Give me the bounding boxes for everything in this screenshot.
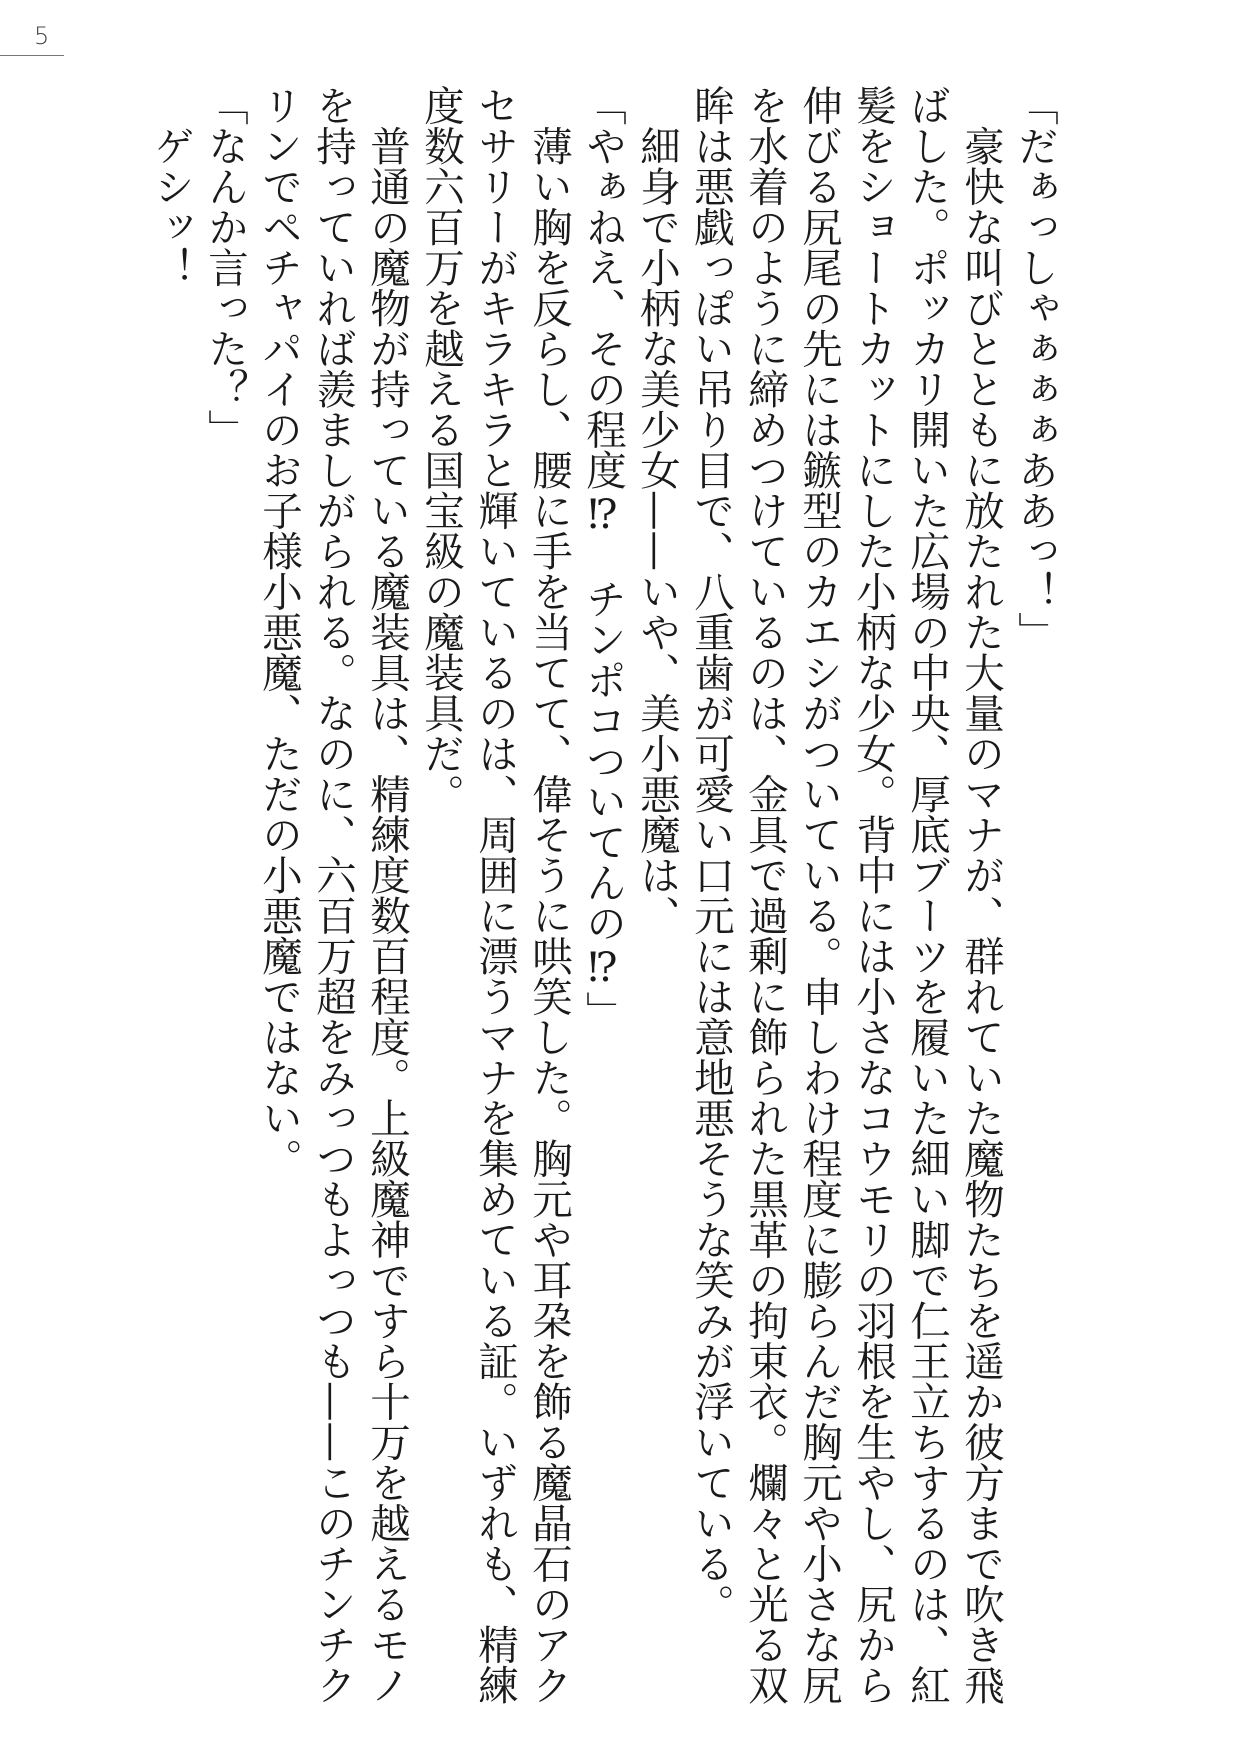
text-line: を水着のように締めつけているのは、金具で過剰に飾られた黒革の拘束衣。爛々と光る双	[741, 85, 789, 1705]
body-text	[144, 85, 1062, 1705]
text-line: ばした。ポッカリ開いた広場の中央、厚底ブーツを履いた細い脚で仁王立ちするのは、紅	[903, 85, 951, 1705]
text-line: 「だぁっしゃぁぁぁああっ！」	[1011, 85, 1059, 652]
text-line: ゲシッ！	[147, 85, 195, 288]
text-line: セサリーがキラキラと輝いているのは、周囲に漂うマナを集めている証。いずれも、精練	[471, 85, 519, 1705]
text-line: 細身で小柄な美少女——いや、美小悪魔は、	[633, 85, 681, 936]
header-rule	[0, 55, 64, 56]
text-line: 度数六百万を越える国宝級の魔装具だ。	[417, 85, 465, 814]
text-line: 「なんか言った？」	[201, 85, 249, 450]
text-line: リンでペチャパイのお子様小悪魔、ただの小悪魔ではない。	[255, 85, 303, 1179]
text-line: を持っていれば羨ましがられる。なのに、六百万超をみっつもよっつも——このチンチク	[309, 85, 357, 1705]
text-line: 豪快な叫びとともに放たれた大量のマナが、群れていた魔物たちを遥か彼方まで吹き飛	[957, 85, 1005, 1705]
text-line: 伸びる尻尾の先には鏃型のカエシがついている。申しわけ程度に膨らんだ胸元や小さな尻	[795, 85, 843, 1705]
text-line: 髪をショートカットにした小柄な少女。背中には小さなコウモリの羽根を生やし、尻から	[849, 85, 897, 1705]
text-line: 薄い胸を反らし、腰に手を当てて、偉そうに哄笑した。胸元や耳朶を飾る魔晶石のアク	[525, 85, 573, 1705]
text-line: 普通の魔物が持っている魔装具は、精練度数百程度。上級魔神ですら十万を越えるモノ	[363, 85, 411, 1705]
text-line: 「やぁねえ、その程度⁉ チンポコついてんの⁉」	[579, 85, 627, 1032]
text-line: 眸は悪戯っぽい吊り目で、八重歯が可愛い口元には意地悪そうな笑みが浮いている。	[687, 85, 735, 1624]
page-number: 5	[34, 22, 50, 50]
